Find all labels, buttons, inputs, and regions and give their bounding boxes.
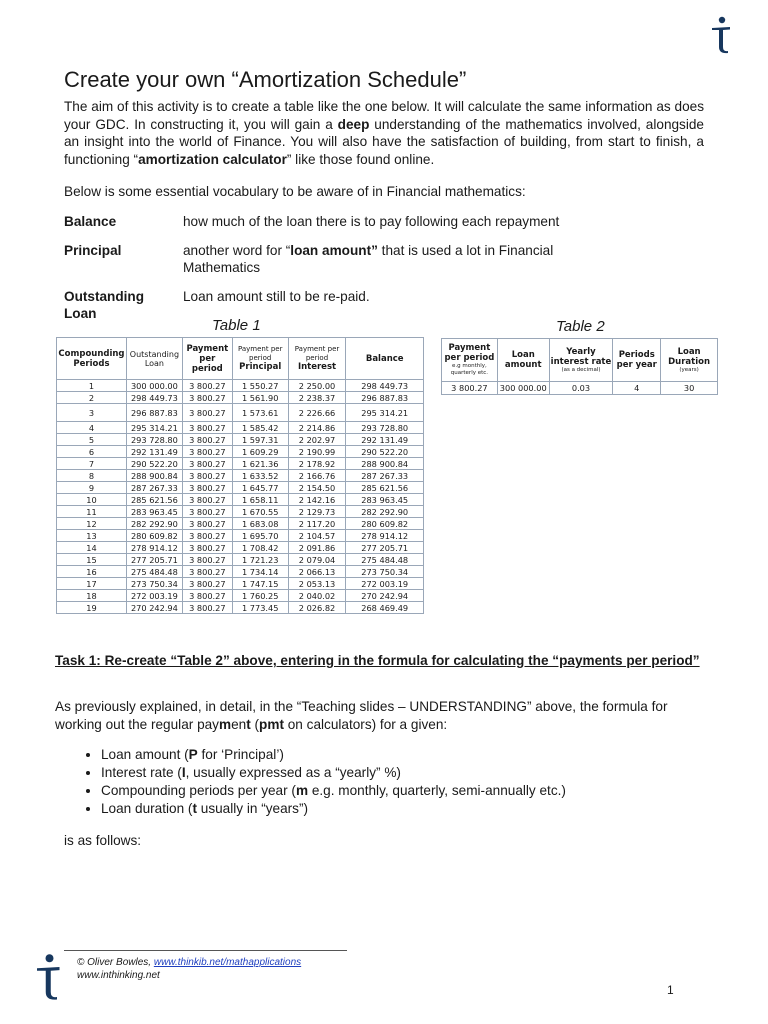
table-cell: 280 609.82 (126, 530, 182, 542)
table-row (442, 382, 718, 395)
table-cell: 3 800.27 (182, 482, 232, 494)
table-cell: 278 914.12 (346, 530, 424, 542)
col-header-balance: Balance (346, 338, 424, 380)
table-cell: 7 (57, 458, 127, 470)
footer-site: www.inthinking.net (77, 970, 160, 981)
list-item: • Interest rate (I, usually expressed as a “yearly” %) (101, 764, 566, 782)
table-cell: 1 683.08 (232, 518, 288, 530)
table-cell: 1 747.15 (232, 578, 288, 590)
task-heading: Task 1: Re-create “Table 2” above, entering in the formula for calculating the “payments per period” (55, 653, 700, 668)
table-row (57, 422, 424, 434)
table-cell: 2 026.82 (288, 602, 346, 614)
t2-payment-value: 3 800.27 (442, 382, 498, 395)
table-cell: 293 728.80 (126, 434, 182, 446)
table1-caption: Table 1 (212, 317, 261, 334)
table-cell: 2 117.20 (288, 518, 346, 530)
person-figure-icon (32, 952, 62, 1002)
table-cell: 273 750.34 (126, 578, 182, 590)
table-cell: 13 (57, 530, 127, 542)
footer-copyright: © Oliver Bowles, www.thinkib.net/mathapplications (77, 957, 302, 968)
table-cell: 2 154.50 (288, 482, 346, 494)
col-header-outstanding: Outstanding Loan (126, 338, 182, 380)
t2-loan-value: 300 000.00 (497, 382, 549, 395)
table-cell: 3 800.27 (182, 554, 232, 566)
explanation-paragraph: As previously explained, in detail, in the “Teaching slides – UNDERSTANDING” above, the formula for working out the regular payment (pmt on calculators) for a given: (55, 699, 668, 732)
table-cell: 287 267.33 (346, 470, 424, 482)
table-cell: 270 242.94 (346, 590, 424, 602)
table-cell: 3 800.27 (182, 470, 232, 482)
table-cell: 3 800.27 (182, 422, 232, 434)
table-cell: 8 (57, 470, 127, 482)
person-figure-icon (708, 16, 732, 54)
t2-header-payment: Payment per period e.g monthly, quarterly etc. (442, 339, 498, 382)
intro-paragraph: The aim of this activity is to create a table like the one below. It will calculate the same information as does your GDC. In constructing it, you will gain a deep understanding of the mathematics involved, alongside an insight into the world of Finance. You will also have the satisfaction of building, from start to finish, a functioning “amortization calculator” like those found online. (64, 99, 704, 167)
list-item: • Loan duration (t usually in “years”) (101, 800, 566, 818)
table-cell: 1 645.77 (232, 482, 288, 494)
table-row (57, 506, 424, 518)
table-cell: 3 800.27 (182, 566, 232, 578)
table-row (57, 602, 424, 614)
table-row (57, 380, 424, 392)
table2-caption: Table 2 (556, 318, 605, 335)
table-row (57, 446, 424, 458)
list-item: • Loan amount (P for ‘Principal’) (101, 746, 566, 764)
term-principal: Principal (64, 243, 122, 258)
table-cell: 1 (57, 380, 127, 392)
table-cell: 277 205.71 (126, 554, 182, 566)
table-cell: 1 695.70 (232, 530, 288, 542)
footer-link[interactable]: www.thinkib.net/mathapplications (153, 957, 302, 968)
table-cell: 3 800.27 (182, 494, 232, 506)
table-cell: 6 (57, 446, 127, 458)
table-cell: 19 (57, 602, 127, 614)
table-cell: 1 734.14 (232, 566, 288, 578)
table-cell: 17 (57, 578, 127, 590)
table-row (57, 590, 424, 602)
table-cell: 282 292.90 (126, 518, 182, 530)
def-outstanding-loan: Loan amount still to be re-paid. (183, 289, 370, 304)
table-row (57, 494, 424, 506)
table-cell: 3 800.27 (182, 506, 232, 518)
table-cell: 277 205.71 (346, 542, 424, 554)
table-cell: 285 621.56 (346, 482, 424, 494)
term-balance: Balance (64, 214, 117, 229)
table-cell: 270 242.94 (126, 602, 182, 614)
table-cell: 2 129.73 (288, 506, 346, 518)
table-cell: 3 800.27 (182, 602, 232, 614)
table-row (57, 470, 424, 482)
table-cell: 11 (57, 506, 127, 518)
table-cell: 300 000.00 (126, 380, 182, 392)
table-cell: 1 597.31 (232, 434, 288, 446)
table-cell: 1 721.23 (232, 554, 288, 566)
table-cell: 1 561.90 (232, 392, 288, 404)
col-header-periods: Compounding Periods (57, 338, 127, 380)
table-cell: 2 066.13 (288, 566, 346, 578)
col-header-interest: Payment per period Interest (288, 338, 346, 380)
table-cell: 1 621.36 (232, 458, 288, 470)
table-cell: 1 550.27 (232, 380, 288, 392)
table-cell: 273 750.34 (346, 566, 424, 578)
table-cell: 278 914.12 (126, 542, 182, 554)
table-cell: 288 900.84 (346, 458, 424, 470)
col-header-payment: Payment per period (182, 338, 232, 380)
table-cell: 2 214.86 (288, 422, 346, 434)
footer-divider (64, 950, 347, 951)
t2-header-rate: Yearly interest rate (as a decimal) (549, 339, 613, 382)
table-cell: 292 131.49 (126, 446, 182, 458)
table-cell: 3 800.27 (182, 542, 232, 554)
table-cell: 2 040.02 (288, 590, 346, 602)
table-cell: 285 621.56 (126, 494, 182, 506)
table-cell: 14 (57, 542, 127, 554)
table-cell: 2 166.76 (288, 470, 346, 482)
table-row (57, 566, 424, 578)
table-cell: 1 609.29 (232, 446, 288, 458)
table-cell: 1 760.25 (232, 590, 288, 602)
table-cell: 4 (57, 422, 127, 434)
list-item: • Compounding periods per year (m e.g. monthly, quarterly, semi-annually etc.) (101, 782, 566, 800)
table-cell: 275 484.48 (346, 554, 424, 566)
table-cell: 2 250.00 (288, 380, 346, 392)
t2-rate-value: 0.03 (549, 382, 613, 395)
col-header-principal: Payment per period Principal (232, 338, 288, 380)
table-cell: 2 (57, 392, 127, 404)
table-cell: 2 238.37 (288, 392, 346, 404)
table-cell: 2 091.86 (288, 542, 346, 554)
table-cell: 275 484.48 (126, 566, 182, 578)
table-cell: 2 142.16 (288, 494, 346, 506)
table-cell: 3 800.27 (182, 392, 232, 404)
table-cell: 1 658.11 (232, 494, 288, 506)
table-cell: 272 003.19 (346, 578, 424, 590)
table-cell: 1 585.42 (232, 422, 288, 434)
table-cell: 10 (57, 494, 127, 506)
table-row (57, 530, 424, 542)
t2-header-loan: Loan amount (497, 339, 549, 382)
t2-duration-value: 30 (661, 382, 718, 395)
table-cell: 2 079.04 (288, 554, 346, 566)
table-row (57, 404, 424, 422)
table-cell: 296 887.83 (346, 392, 424, 404)
table-cell: 272 003.19 (126, 590, 182, 602)
table-cell: 290 522.20 (346, 446, 424, 458)
t2-header-duration: Loan Duration (years) (661, 339, 718, 382)
table-cell: 298 449.73 (346, 380, 424, 392)
table-cell: 293 728.80 (346, 422, 424, 434)
table-cell: 1 670.55 (232, 506, 288, 518)
table-row (57, 434, 424, 446)
table-row (57, 392, 424, 404)
table-row (57, 518, 424, 530)
table-row (57, 554, 424, 566)
t2-header-periods-per-year: Periods per year (613, 339, 661, 382)
table-cell: 3 800.27 (182, 518, 232, 530)
table-cell: 1 708.42 (232, 542, 288, 554)
table-cell: 15 (57, 554, 127, 566)
table-cell: 2 178.92 (288, 458, 346, 470)
table-cell: 18 (57, 590, 127, 602)
table-cell: 2 226.66 (288, 404, 346, 422)
amortization-table (56, 337, 424, 614)
def-principal: another word for “loan amount” that is used a lot in Financial Mathematics (183, 243, 554, 275)
table-row (57, 458, 424, 470)
table-cell: 12 (57, 518, 127, 530)
term-outstanding-loan: Outstanding Loan (64, 289, 145, 321)
table-cell: 295 314.21 (346, 404, 424, 422)
t2-periods-value: 4 (613, 382, 661, 395)
table-cell: 290 522.20 (126, 458, 182, 470)
table-cell: 292 131.49 (346, 434, 424, 446)
table-cell: 1 573.61 (232, 404, 288, 422)
table-cell: 280 609.82 (346, 518, 424, 530)
table-cell: 2 053.13 (288, 578, 346, 590)
table-cell: 2 202.97 (288, 434, 346, 446)
table-cell: 298 449.73 (126, 392, 182, 404)
def-balance: how much of the loan there is to pay following each repayment (183, 214, 560, 229)
table-cell: 16 (57, 566, 127, 578)
table-cell: 296 887.83 (126, 404, 182, 422)
table-row (57, 578, 424, 590)
variable-list (55, 746, 566, 818)
loan-inputs-table (441, 338, 718, 395)
table-cell: 3 800.27 (182, 446, 232, 458)
table-cell: 3 800.27 (182, 458, 232, 470)
table-cell: 2 104.57 (288, 530, 346, 542)
table-row (57, 482, 424, 494)
table-cell: 288 900.84 (126, 470, 182, 482)
table-cell: 3 800.27 (182, 404, 232, 422)
table-cell: 283 963.45 (126, 506, 182, 518)
page-number: 1 (667, 983, 674, 997)
table-cell: 1 773.45 (232, 602, 288, 614)
table-cell: 2 190.99 (288, 446, 346, 458)
vocab-intro: Below is some essential vocabulary to be aware of in Financial mathematics: (64, 184, 526, 199)
table-cell: 295 314.21 (126, 422, 182, 434)
table-cell: 3 800.27 (182, 434, 232, 446)
table-cell: 1 633.52 (232, 470, 288, 482)
table-cell: 9 (57, 482, 127, 494)
as-follows-text: is as follows: (64, 833, 142, 848)
page-title: Create your own “Amortization Schedule” (64, 67, 467, 92)
table-cell: 3 800.27 (182, 578, 232, 590)
table-row (57, 542, 424, 554)
table-cell: 3 800.27 (182, 530, 232, 542)
table-cell: 3 800.27 (182, 380, 232, 392)
table-cell: 287 267.33 (126, 482, 182, 494)
table-cell: 3 (57, 404, 127, 422)
table-cell: 3 800.27 (182, 590, 232, 602)
table-cell: 268 469.49 (346, 602, 424, 614)
table-cell: 283 963.45 (346, 494, 424, 506)
table-cell: 282 292.90 (346, 506, 424, 518)
table-cell: 5 (57, 434, 127, 446)
